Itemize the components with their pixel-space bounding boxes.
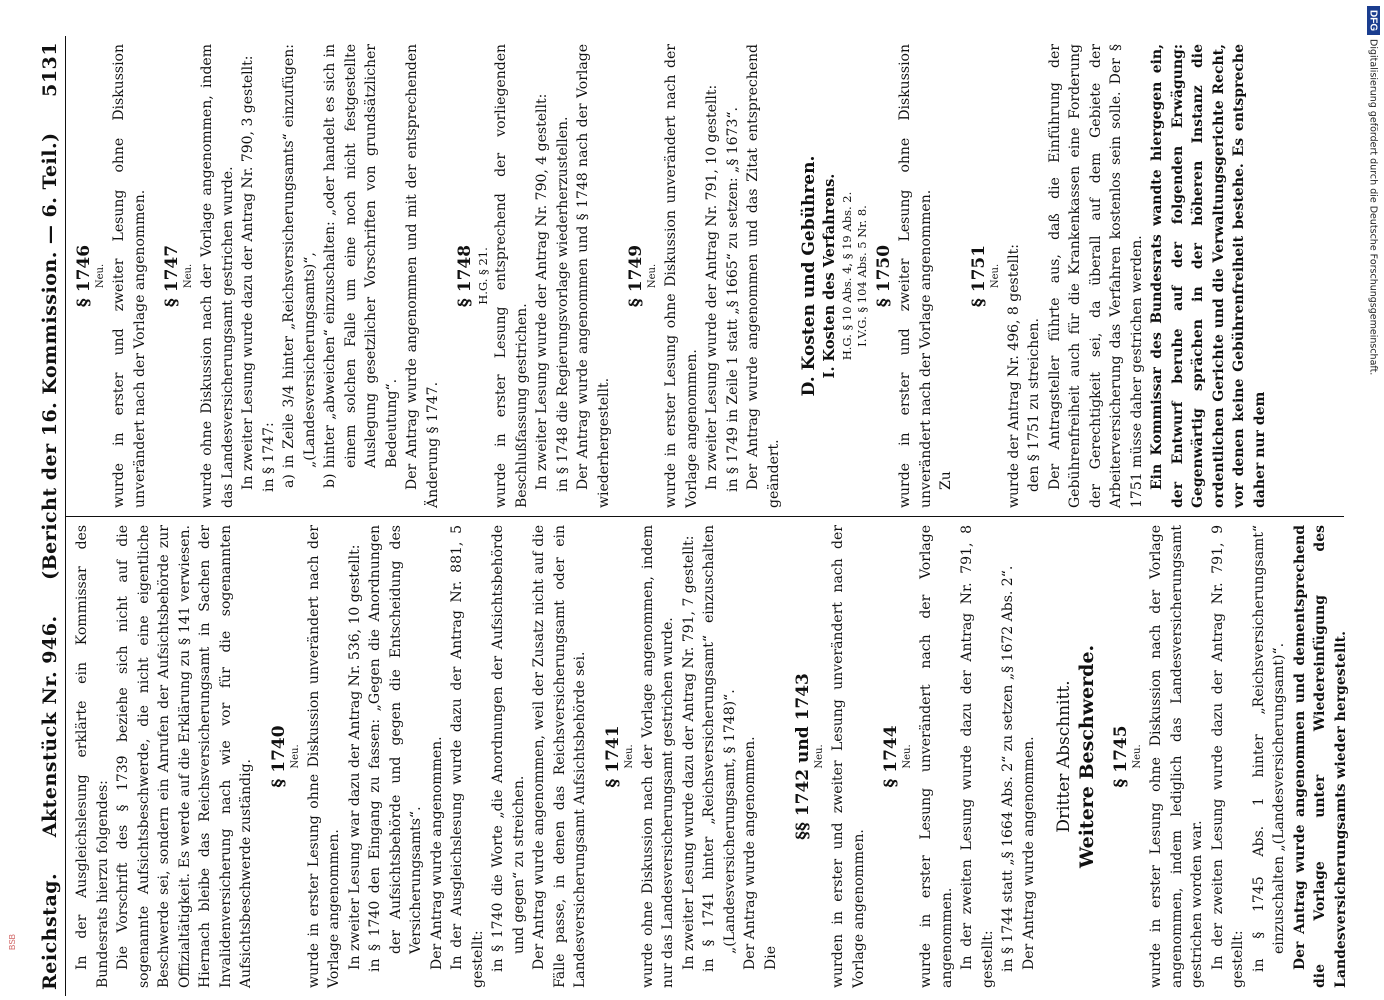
page-number: 5131 xyxy=(39,42,61,97)
part-heading: D. Kosten und Gebühren. xyxy=(799,155,819,397)
section-heading-1744: § 1744 xyxy=(881,725,901,788)
section-note: Neu. xyxy=(814,744,825,769)
section-heading-1742: §§ 1742 und 1743 xyxy=(793,673,813,840)
section-heading-1750: § 1750 xyxy=(874,244,894,308)
section-heading-1740: § 1740 xyxy=(268,725,289,788)
paragraph: In zweiter Lesung wurde der Antrag Nr. 790, 4 gestellt: xyxy=(534,93,550,490)
two-column-body xyxy=(66,36,1349,996)
section-note: Neu. xyxy=(183,263,194,289)
paragraph: Der Antrag wurde angenommen und dementsprechend die Vorlage unter Wiedereinfügung des Landesversicherungsamts wieder hergestellt. xyxy=(1291,525,1349,988)
library-mark: BSB xyxy=(8,934,17,951)
motion-text: in § 1745 Abs. 1 hinter „Reichsversicherungsamt“ einzuschalten „(Landesversicherungsamt)“. xyxy=(1250,525,1287,972)
paragraph: Zu xyxy=(938,471,954,490)
section-heading-1745: § 1745 xyxy=(1111,725,1131,788)
paragraph: Der Antrag wurde angenommen und § 1748 nach der Vorlage wiederhergestellt. xyxy=(575,44,612,508)
chapter-title: Weitere Beschwerde. xyxy=(1076,644,1098,869)
paragraph: wurde ohne Diskussion nach der Vorlage angenommen, indem nur das Landesversicherungsamt gestrichen wurde. xyxy=(639,525,676,988)
motion-text: in § 1741 hinter „Reichsversicherungsamt“ einzuschalten „(Landesversicherungsamt, § 1748)“. xyxy=(701,525,738,972)
section-note: Neu. xyxy=(902,744,913,769)
reference-line: H.G. § 10 Abs. 4, § 19 Abs. 2. xyxy=(840,191,854,361)
section-heading-1747: § 1747 xyxy=(162,244,182,308)
motion-item-b: b) hinter „abweichen“ einzuschalten: „oder handelt es sich in einem solchen Falle um eine noch nicht festgestellte Auslegung gesetzlicher Vorschriften von grundsätzlicher Bedeutung“. xyxy=(322,44,400,488)
motion-text: in § 1740 den Eingang zu fassen: „Gegen die Anordnungen der Aufsichtsbehörde und gegen die Entscheidung des Versicherungsamts“. xyxy=(367,525,424,972)
digitization-credit: Digitalisierung gefördert durch die Deutsche Forschungsgemeinschaft. xyxy=(1367,39,1379,376)
section-note: Neu. xyxy=(989,263,1001,289)
motion-text: in § 1749 in Zeile 1 statt „§ 1665“ zu setzen: „§ 1673“. xyxy=(724,107,741,492)
paragraph: Der Antrag wurde angenommen. xyxy=(428,736,445,970)
paragraph: wurde in erster Lesung ohne Diskussion nach der Vorlage angenommen, indem lediglich das Landesversicherungsamt gestrichen worden war. xyxy=(1148,525,1205,988)
paragraph: wurde in erster und zweiter Lesung ohne Diskussion unverändert nach der Vorlage angenommen. xyxy=(111,44,148,508)
subpart-heading: I. Kosten des Verfahrens. xyxy=(821,173,838,379)
paragraph: wurde in erster Lesung ohne Diskussion unverändert nach der Vorlage angenommen. xyxy=(305,525,342,988)
paragraph: In zweiter Lesung wurde der Antrag Nr. 791, 10 gestellt: xyxy=(704,84,720,490)
paragraph: wurden in erster und zweiter Lesung unverändert nach der Vorlage angenommen. xyxy=(830,525,867,988)
paragraph: In der Ausgleichslesung wurde dazu der Antrag Nr. 881, 5 gestellt: xyxy=(449,525,486,988)
section-note: Neu. xyxy=(623,744,635,769)
section-note: Neu. xyxy=(289,744,301,769)
paragraph: wurde ohne Diskussion nach der Vorlage angenommen, indem das Landesversicherungsamt gestrichen wurde. xyxy=(199,44,236,508)
right-column xyxy=(66,36,1344,516)
paragraph: wurde in erster Lesung unverändert nach der Vorlage angenommen. xyxy=(918,525,955,988)
motion-text: in § 1747: xyxy=(260,422,277,492)
left-column xyxy=(66,516,1349,996)
running-head xyxy=(24,36,66,996)
header-document-number: Aktenstück Nr. 946. xyxy=(39,615,61,838)
paragraph: In zweiter Lesung wurde dazu der Antrag Nr. 791, 7 gestellt: xyxy=(680,535,697,970)
paragraph: wurde in erster Lesung ohne Diskussion unverändert nach der Vorlage angenommen. xyxy=(663,44,700,508)
paragraph: Der Antrag wurde angenommen und das Zitat entsprechend geändert. xyxy=(745,44,782,508)
motion-text: in § 1740 die Worte „die Anordnungen der Aufsichtsbehörde und gegen“ zu streichen. xyxy=(490,525,527,972)
header-left: Reichstag. xyxy=(39,872,61,990)
motion-text: in § 1748 die Regierungsvorlage wiederherzustellen. xyxy=(554,116,571,492)
paragraph: In der zweiten Lesung wurde dazu der Antrag Nr. 791, 9 gestellt: xyxy=(1209,525,1246,988)
section-heading-1749: § 1749 xyxy=(626,244,646,308)
paragraph: Der Antragsteller führte aus, daß die Einführung der Gebührenfreiheit auch für die Krankenkassen eine Forderung der Gerechtigkeit sei, da überall auf dem Gebiete der Arbeiterversicherung das Verfahren kostenlos sein solle. Der § 1751 müsse daher gestrichen werden. xyxy=(1046,44,1145,508)
paragraph: Der Antrag wurde angenommen. xyxy=(1020,736,1037,970)
motion-item-a: a) in Zeile 3/4 hinter „Reichsversicherungsamts“ einzufügen: „(Landesversicherungsamts)“, xyxy=(281,44,318,488)
paragraph: In der Ausgleichslesung erklärte ein Kommissar des Bundesrats hierzu folgendes: xyxy=(74,525,111,988)
header-report-title: (Bericht der 16. Kommission. — 6. Teil.) xyxy=(39,132,61,580)
section-reference: H.G. § 21. xyxy=(476,247,490,305)
paragraph: wurde der Antrag Nr. 496, 8 gestellt: xyxy=(1005,244,1022,508)
section-heading-1741: § 1741 xyxy=(602,725,623,788)
section-heading-1751: § 1751 xyxy=(968,244,989,308)
section-note: Neu. xyxy=(95,263,106,289)
paragraph: In der zweiten Lesung wurde dazu der Antrag Nr. 791, 8 gestellt: xyxy=(959,525,996,988)
paragraph: Die xyxy=(762,946,779,970)
reference-line: I.V.G. § 104 Abs. 5 Nr. 8. xyxy=(855,205,869,347)
section-note: Neu. xyxy=(647,263,658,289)
paragraph: Ein Kommissar des Bundesrats wandte hiergegen ein, der Entwurf beruhe auf der folgenden Erwägung: Gegenwärtig sprächen in der höheren Instanz die ordentlichen Gerichte und die Verwaltungsgerichte Recht, vor denen keine Gebührenfreiheit bestehe. Es entspreche daher nur dem xyxy=(1149,44,1268,508)
paragraph: Der Antrag wurde angenommen, weil der Zusatz nicht auf die Fälle passe, in denen das Reichsversicherungsamt oder ein Landesversicherungsamt Aufsichtsbehörde sei. xyxy=(531,525,588,988)
chapter-heading: Dritter Abschnitt. xyxy=(1054,680,1074,833)
rotated-page xyxy=(24,36,1349,996)
paragraph: In zweiter Lesung war dazu der Antrag Nr. 536, 10 gestellt: xyxy=(346,544,363,970)
section-note: Neu. xyxy=(1132,744,1143,769)
dfg-logo: DFG xyxy=(1367,6,1380,35)
motion-text: in § 1744 statt „§ 1664 Abs. 2“ zu setzen „§ 1672 Abs. 2“. xyxy=(1000,565,1016,972)
paragraph: In zweiter Lesung wurde dazu der Antrag Nr. 790, 3 gestellt: xyxy=(240,55,256,490)
paragraph: Der Antrag wurde angenommen und mit der entsprechenden Änderung § 1747. xyxy=(404,44,441,508)
paragraph: Die Vorschrift des § 1739 beziehe sich nicht auf die sogenannte Aufsichtsbeschwerde, die nicht eine eigentliche Beschwerde sei, sondern ein Anrufen der Aufsichtsbehörde zur Offizialtätigkeit. Es werde auf die Erklärung zu § 141 verwiesen. Hiernach bleibe das Reichsversicherungsamt in Sachen der Invalidenversicherung nach wie vor für die sogenannten Aufsichtsbeschwerde zuständig. xyxy=(115,525,254,988)
paragraph: Der Antrag wurde angenommen. xyxy=(742,736,758,970)
paragraph: wurde in erster Lesung entsprechend der vorliegenden Beschlußfassung gestrichen. xyxy=(493,44,530,508)
paragraph: wurde in erster und zweiter Lesung ohne Diskussion unverändert nach der Vorlage angenommen. xyxy=(897,44,934,508)
section-heading-1746: § 1746 xyxy=(74,244,94,308)
digitization-note xyxy=(1362,6,1384,994)
motion-text: den § 1751 zu streichen. xyxy=(1026,318,1042,492)
section-heading-1748: § 1748 xyxy=(455,244,475,308)
